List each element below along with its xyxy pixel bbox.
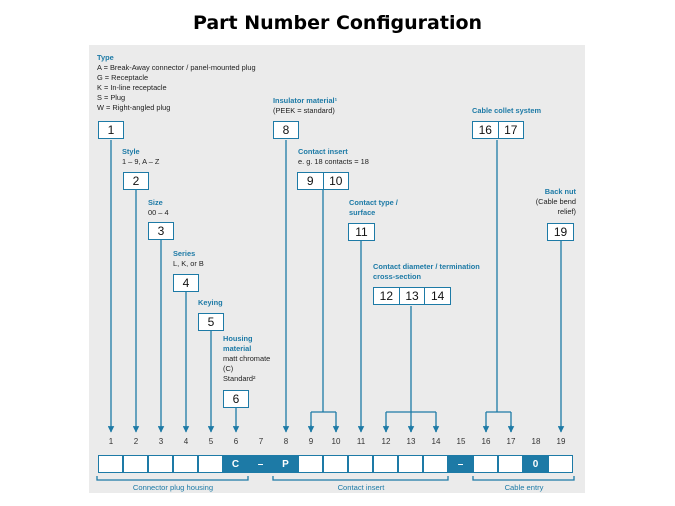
housing-material-label: Housing material matt chromate (C) Standard² xyxy=(223,334,271,383)
part-number-cell-14 xyxy=(423,455,448,473)
size-label: Size 00 – 4 xyxy=(148,198,169,217)
page-title: Part Number Configuration xyxy=(192,12,483,34)
position-14: 14 xyxy=(431,437,441,446)
bracket-connector-plug-housing xyxy=(97,476,248,480)
position-8: 8 xyxy=(283,437,289,446)
box-8: 8 xyxy=(273,121,299,139)
line-9-10 xyxy=(311,190,336,432)
group-contact-insert: Contact insert xyxy=(337,483,385,492)
part-number-cell-3 xyxy=(148,455,173,473)
box-19: 19 xyxy=(547,223,574,241)
position-11: 11 xyxy=(356,437,366,446)
part-number-cell-7: – xyxy=(248,455,273,473)
position-4: 4 xyxy=(183,437,189,446)
position-12: 12 xyxy=(381,437,391,446)
keying-label: Keying xyxy=(198,298,223,307)
box-3: 3 xyxy=(148,222,174,240)
group-cable-entry: Cable entry xyxy=(504,483,544,492)
part-number-cell-13 xyxy=(398,455,423,473)
bracket-contact-insert xyxy=(273,476,448,480)
box-16-17: 16 17 xyxy=(472,121,524,139)
part-number-cell-4 xyxy=(173,455,198,473)
part-number-cell-19 xyxy=(548,455,573,473)
position-7: 7 xyxy=(258,437,264,446)
position-17: 17 xyxy=(506,437,516,446)
box-4: 4 xyxy=(173,274,199,292)
part-number-cell-9 xyxy=(298,455,323,473)
position-15: 15 xyxy=(456,437,466,446)
box-9-10: 9 10 xyxy=(297,172,349,190)
back-nut-label: Back nut (Cable bend relief) xyxy=(535,187,576,216)
box-1: 1 xyxy=(98,121,124,139)
box-12-14: 12 13 14 xyxy=(373,287,451,305)
position-13: 13 xyxy=(406,437,416,446)
position-16: 16 xyxy=(481,437,491,446)
part-number-cell-15: – xyxy=(448,455,473,473)
group-connector-plug-housing: Connector plug housing xyxy=(132,483,214,492)
part-number-cell-11 xyxy=(348,455,373,473)
position-19: 19 xyxy=(556,437,566,446)
position-6: 6 xyxy=(233,437,239,446)
box-5: 5 xyxy=(198,313,224,331)
series-label: Series L, K, or B xyxy=(173,249,204,268)
part-number-cell-1 xyxy=(98,455,123,473)
position-10: 10 xyxy=(331,437,341,446)
bracket-cable-entry xyxy=(473,476,574,480)
cable-collet-label: Cable collet system xyxy=(472,106,542,115)
position-2: 2 xyxy=(133,437,139,446)
line-12-14 xyxy=(386,306,436,432)
part-number-cell-12 xyxy=(373,455,398,473)
box-11: 11 xyxy=(348,223,375,241)
part-number-cell-5 xyxy=(198,455,223,473)
line-16-17 xyxy=(486,140,511,432)
part-number-cell-6: C xyxy=(223,455,248,473)
position-9: 9 xyxy=(308,437,314,446)
position-5: 5 xyxy=(208,437,214,446)
contact-insert-label: Contact insert e. g. 18 contacts = 18 xyxy=(298,147,369,166)
part-number-cell-10 xyxy=(323,455,348,473)
part-number-cell-8: P xyxy=(273,455,298,473)
part-number-cell-18: 0 xyxy=(523,455,548,473)
box-2: 2 xyxy=(123,172,149,190)
position-1: 1 xyxy=(108,437,114,446)
contact-type-label: Contact type / surface xyxy=(349,198,398,217)
insulator-material-label: Insulator material¹ (PEEK = standard) xyxy=(273,96,338,115)
position-18: 18 xyxy=(531,437,541,446)
contact-diameter-label: Contact diameter / termination cross-section xyxy=(373,262,480,281)
part-number-cell-2 xyxy=(123,455,148,473)
part-number-cell-16 xyxy=(473,455,498,473)
position-3: 3 xyxy=(158,437,164,446)
part-number-cell-17 xyxy=(498,455,523,473)
type-label: Type A = Break-Away connector / panel-mounted plug G = Receptacle K = In-line receptacle S = Plug W = Right-angled plug xyxy=(97,53,256,112)
box-6: 6 xyxy=(223,390,249,408)
style-label: Style 1 – 9, A – Z xyxy=(122,147,160,166)
